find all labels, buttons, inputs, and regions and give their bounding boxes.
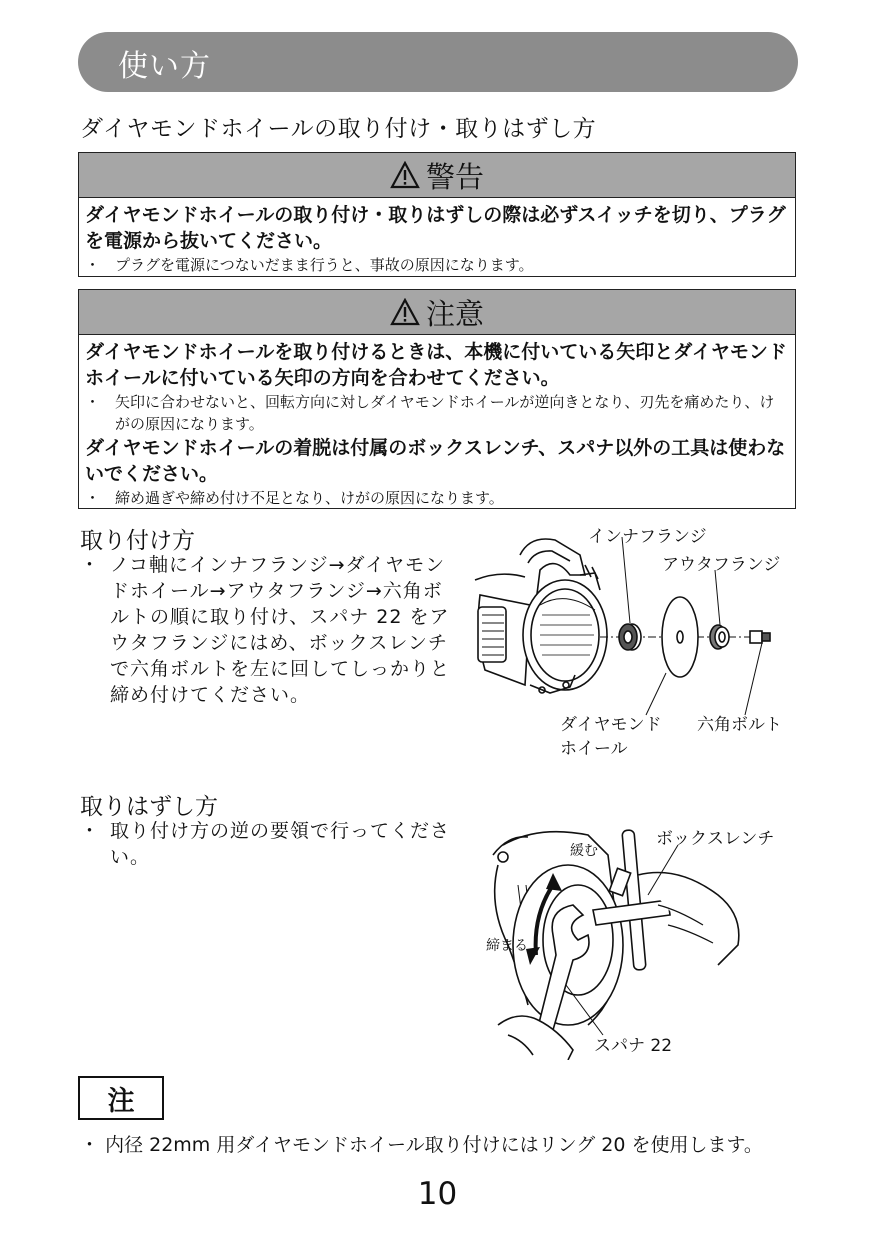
caution-box [78,289,796,509]
bullet-mark: ・ [80,554,100,576]
note-label-box [78,1076,164,1120]
section-header [78,32,798,92]
label-diamond-wheel-2: ホイール [560,739,628,759]
caution-header [79,290,795,335]
label-hex-bolt: 六角ボルト [697,715,782,735]
label-spanner: スパナ 22 [594,1036,673,1056]
install-text: ノコ軸にインナフランジ→ダイヤモンドホイール→アウタフランジ→六角ボルトの順に取り付け、スパナ 22 をアウタフランジにはめ、ボックスレンチで六角ボルトを左に回してしっかりと締め付けてください。 [110,554,451,706]
page-number: 10 [417,1176,458,1212]
label-diamond-wheel-1: ダイヤモンド [560,715,662,735]
label-outer-flange: アウタフランジ [662,555,781,575]
note-text: 内径 22mm 用ダイヤモンドホイール取り付けにはリング 20 を使用します。 [105,1134,763,1156]
caution-note-2: 締め過ぎや締め付け不足となり、けがの原因になります。 [115,489,504,507]
remove-instructions [80,818,455,878]
caution-bold-text-1: ダイヤモンドホイールを取り付けるときは、本機に付いている矢印とダイヤモンドホイールに付いている矢印の方向を合わせてください。 [85,341,787,389]
page-subtitle: ダイヤモンドホイールの取り付け・取りはずし方 [80,116,597,142]
warning-header [79,153,795,198]
bullet-mark: ・ [85,489,101,507]
note-label: 注 [107,1085,135,1117]
install-title: 取り付け方 [80,528,195,554]
caution-heading: 注意 [425,296,484,331]
remove-text: 取り付け方の逆の要領で行ってください。 [110,820,451,868]
label-inner-flange: インナフランジ [588,527,707,547]
label-box-wrench: ボックスレンチ [656,829,775,849]
remove-title: 取りはずし方 [80,794,218,820]
label-loosen: 緩む [570,843,598,859]
warning-triangle-icon [390,161,420,189]
caution-bold-text-2: ダイヤモンドホイールの着脱は付属のボックスレンチ、スパナ以外の工具は使わないでください。 [85,437,786,485]
warning-box [78,152,796,277]
warning-bold-text: ダイヤモンドホイールの取り付け・取りはずしの際は必ずスイッチを切り、プラグを電源から抜いてください。 [85,204,786,252]
warning-heading: 警告 [425,159,484,194]
section-title: 使い方 [118,49,211,84]
bullet-mark: ・ [80,820,100,842]
note-line [80,1130,763,1157]
caution-note-1: 矢印に合わせないと、回転方向に対しダイヤモンドホイールが逆向きとなり、刃先を痛めたり、けがの原因になります。 [115,393,775,433]
caution-triangle-icon [390,298,420,326]
install-instructions [80,552,455,712]
warning-note: プラグを電源につないだまま行うと、事故の原因になります。 [115,256,534,274]
label-tighten: 締まる [486,938,528,954]
bullet-mark: ・ [85,256,101,274]
bullet-mark: ・ [80,1134,100,1156]
bullet-mark: ・ [85,393,101,411]
